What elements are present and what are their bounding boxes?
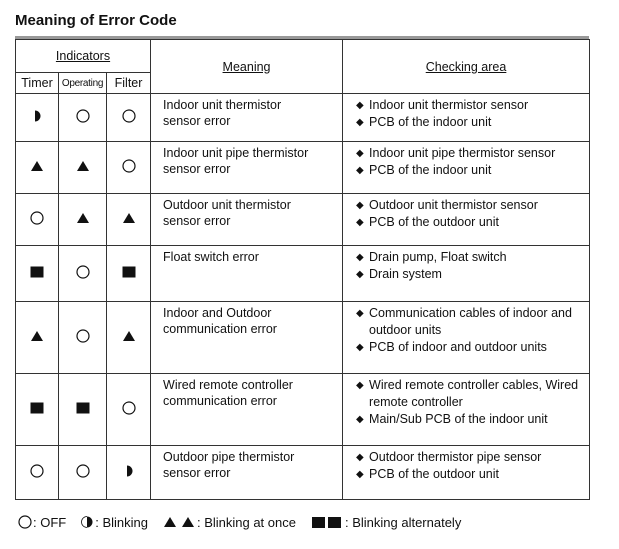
filter-indicator [107, 374, 151, 446]
operating-indicator [59, 94, 107, 142]
operating-indicator [59, 302, 107, 374]
timer-indicator [16, 374, 59, 446]
double-square-icon [311, 514, 345, 530]
square-icon [121, 264, 137, 283]
double-triangle-icon [163, 514, 197, 530]
meaning-cell [151, 142, 343, 194]
meaning-line: Indoor unit thermistor [163, 98, 282, 112]
square-icon [75, 400, 91, 419]
triangle-icon [75, 158, 91, 177]
square-icon [29, 400, 45, 419]
legend [17, 514, 476, 530]
check-item: ◆ Indoor unit pipe thermistor sensor [356, 145, 585, 162]
off-icon [29, 210, 45, 229]
checking-area-cell [343, 194, 590, 246]
table-row [16, 142, 590, 194]
filter-indicator [107, 194, 151, 246]
meaning-cell [151, 194, 343, 246]
legend-blinking-once: : Blinking at once [163, 514, 296, 530]
filter-indicator [107, 246, 151, 302]
triangle-icon [75, 210, 91, 229]
meaning-line: Float switch error [163, 250, 259, 264]
triangle-icon [121, 328, 137, 347]
filter-indicator [107, 446, 151, 500]
filter-indicator [107, 94, 151, 142]
meaning-line: Wired remote controller [163, 378, 293, 392]
off-icon [29, 463, 45, 482]
meaning-cell [151, 374, 343, 446]
operating-header: Operating [59, 73, 107, 94]
off-icon [121, 108, 137, 127]
meaning-line: sensor error [163, 114, 231, 128]
check-item: ◆ PCB of the indoor unit [356, 114, 585, 131]
check-item: ◆ PCB of the outdoor unit [356, 214, 585, 231]
meaning-line: communication error [163, 322, 277, 336]
legend-off: : OFF [17, 514, 66, 530]
checking-area-cell [343, 246, 590, 302]
table-row [16, 194, 590, 246]
timer-indicator [16, 302, 59, 374]
off-icon [75, 328, 91, 347]
operating-indicator [59, 446, 107, 500]
timer-indicator [16, 142, 59, 194]
meaning-line: sensor error [163, 214, 231, 228]
operating-indicator [59, 142, 107, 194]
triangle-icon [29, 158, 45, 177]
meaning-line: Outdoor unit thermistor [163, 198, 291, 212]
meaning-line: Outdoor pipe thermistor [163, 450, 295, 464]
meaning-line: sensor error [163, 466, 231, 480]
half-blink-icon [121, 463, 137, 482]
off-icon [121, 158, 137, 177]
off-icon [17, 514, 33, 530]
check-item: ◆ Wired remote controller cables, Wired remote controller [356, 377, 585, 411]
meaning-line: sensor error [163, 162, 231, 176]
checking-area-cell [343, 446, 590, 500]
checking-area-cell [343, 142, 590, 194]
meaning-header: Meaning [151, 40, 343, 94]
timer-indicator [16, 94, 59, 142]
error-code-table [15, 39, 590, 500]
check-item: ◆ Main/Sub PCB of the indoor unit [356, 411, 585, 428]
check-item: ◆ Drain pump, Float switch [356, 249, 585, 266]
indicators-header: Indicators [16, 40, 151, 73]
triangle-icon [29, 328, 45, 347]
off-icon [75, 264, 91, 283]
off-icon [75, 108, 91, 127]
half-blink-icon [81, 514, 95, 530]
table-row [16, 446, 590, 500]
operating-indicator [59, 194, 107, 246]
checking-area-cell [343, 302, 590, 374]
checking-area-cell [343, 374, 590, 446]
legend-blinking-alternately: : Blinking alternately [311, 514, 461, 530]
checking-area-cell [343, 94, 590, 142]
filter-indicator [107, 302, 151, 374]
legend-blinking: : Blinking [81, 514, 148, 530]
check-item: ◆ PCB of indoor and outdoor units [356, 339, 585, 356]
timer-indicator [16, 194, 59, 246]
meaning-cell [151, 446, 343, 500]
square-icon [29, 264, 45, 283]
timer-header: Timer [16, 73, 59, 94]
table-row [16, 246, 590, 302]
meaning-line: Indoor unit pipe thermistor [163, 146, 309, 160]
timer-indicator [16, 246, 59, 302]
triangle-icon [121, 210, 137, 229]
meaning-line: communication error [163, 394, 277, 408]
check-item: ◆ PCB of the indoor unit [356, 162, 585, 179]
check-item: ◆ Communication cables of indoor and outdoor units [356, 305, 585, 339]
operating-indicator [59, 246, 107, 302]
table-row [16, 302, 590, 374]
checking-area-header: Checking area [343, 40, 590, 94]
check-item: ◆ Outdoor unit thermistor sensor [356, 197, 585, 214]
operating-indicator [59, 374, 107, 446]
timer-indicator [16, 446, 59, 500]
filter-header: Filter [107, 73, 151, 94]
table-row [16, 374, 590, 446]
off-icon [121, 400, 137, 419]
check-item: ◆ Outdoor thermistor pipe sensor [356, 449, 585, 466]
check-item: ◆ PCB of the outdoor unit [356, 466, 585, 483]
meaning-cell [151, 94, 343, 142]
check-item: ◆ Indoor unit thermistor sensor [356, 97, 585, 114]
off-icon [75, 463, 91, 482]
meaning-cell [151, 246, 343, 302]
check-item: ◆ Drain system [356, 266, 585, 283]
meaning-cell [151, 302, 343, 374]
page-title: Meaning of Error Code [15, 12, 177, 29]
half-blink-icon [29, 108, 45, 127]
meaning-line: Indoor and Outdoor [163, 306, 272, 320]
table-row [16, 94, 590, 142]
filter-indicator [107, 142, 151, 194]
